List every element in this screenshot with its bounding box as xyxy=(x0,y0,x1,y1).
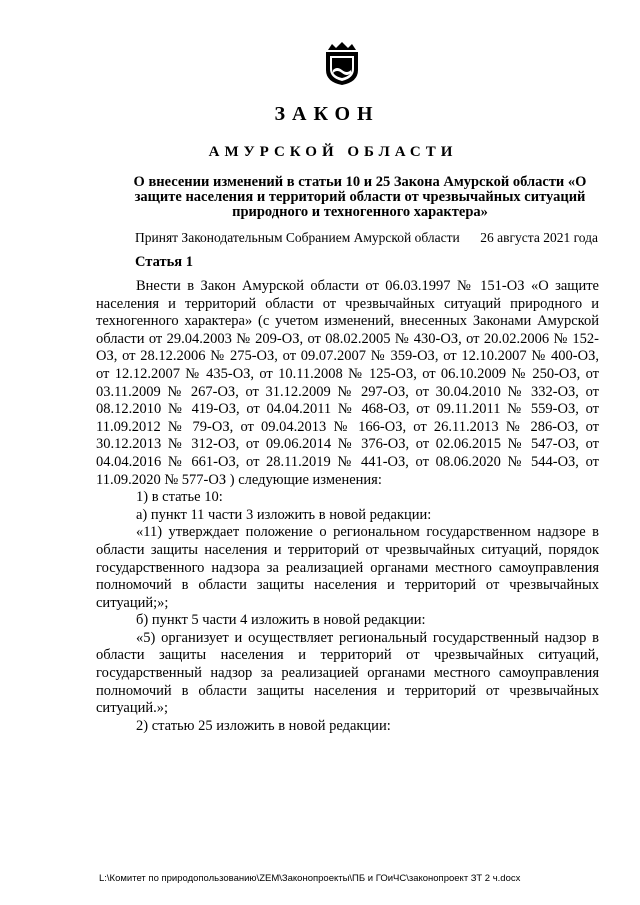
adoption-text: Принят Законодательным Собранием Амурской области xyxy=(135,230,460,245)
region-title: АМУРСКОЙ ОБЛАСТИ xyxy=(208,144,458,160)
article-paragraph: «11) утверждает положение о региональном государственном надзоре в области защиты населения и территорий от чрезвычайных ситуаций, порядок государственного надзора за реализацией органами местного самоуправления полномочий в области защиты населения и территорий от чрезвычайных ситуаций;»; xyxy=(96,524,599,611)
law-title: ЗАКОН xyxy=(274,103,380,125)
adoption-date: 26 августа 2021 года xyxy=(480,230,598,245)
coat-of-arms-icon xyxy=(322,40,362,86)
article-paragraph: б) пункт 5 части 4 изложить в новой редакции: xyxy=(136,612,426,629)
article-paragraph: «5) организует и осуществляет региональный государственный надзор в области защиты населения и территорий от чрезвычайных ситуаций, государственный надзор за реализацией органами местного самоуправления полномочий в области защиты населения и территорий от чрезвычайных ситуаций.»; xyxy=(96,629,599,717)
article-paragraph: 1) в статье 10: xyxy=(136,489,223,506)
article-paragraph: 2) статью 25 изложить в новой редакции: xyxy=(136,717,391,734)
article-paragraph: Внести в Закон Амурской области от 06.03.1997 № 151-ОЗ «О защите населения и территорий области от чрезвычайных ситуаций природного и техногенного характера» (с учетом изменений, внесенных Законами Амурской области от 29.04.2003 № 209-ОЗ, от 08.02.2005 № 430-ОЗ, от 20.02.2006 № 152-ОЗ, от 28.12.2006 № 275-ОЗ, от 09.07.2007 № 359-ОЗ, от 12.10.2007 № 400-ОЗ, от 12.12.2007 № 435-ОЗ, от 10.11.2008 № 125-ОЗ, от 06.10.2009 № 250-ОЗ, от 03.11.2009 № 267-ОЗ, от 31.12.2009 № 297-ОЗ, от 30.04.2010 № 332-ОЗ, от 08.12.2010 № 419-ОЗ, от 04.04.2011 № 468-ОЗ, от 09.11.2011 № 559-ОЗ, от 11.09.2012 № 79-ОЗ, от 09.04.2013 № 166-ОЗ, от 26.11.2013 № 286-ОЗ, от 30.12.2013 № 312-ОЗ, от 09.06.2014 № 376-ОЗ, от 02.06.2015 № 547-ОЗ, от 04.04.2016 № 661-ОЗ, от 28.11.2019 № 441-ОЗ, от 08.06.2020 № 544-ОЗ, от 11.09.2020 № 577-ОЗ ) следующие изменения: xyxy=(96,278,599,488)
adoption-line xyxy=(135,230,598,246)
file-path-footer: L:\Комитет по природопользованию\ZEM\Законопроекты\ПБ и ГОиЧС\законопроект ЗТ 2 ч.docx xyxy=(99,873,521,884)
article-heading: Статья 1 xyxy=(135,254,193,270)
law-subject: О внесении изменений в статьи 10 и 25 Закона Амурской области «О защите населения и территорий области от чрезвычайных ситуаций природного и техногенного характера» xyxy=(133,174,587,220)
article-body xyxy=(96,278,599,735)
article-paragraph: а) пункт 11 части 3 изложить в новой редакции: xyxy=(136,506,432,523)
